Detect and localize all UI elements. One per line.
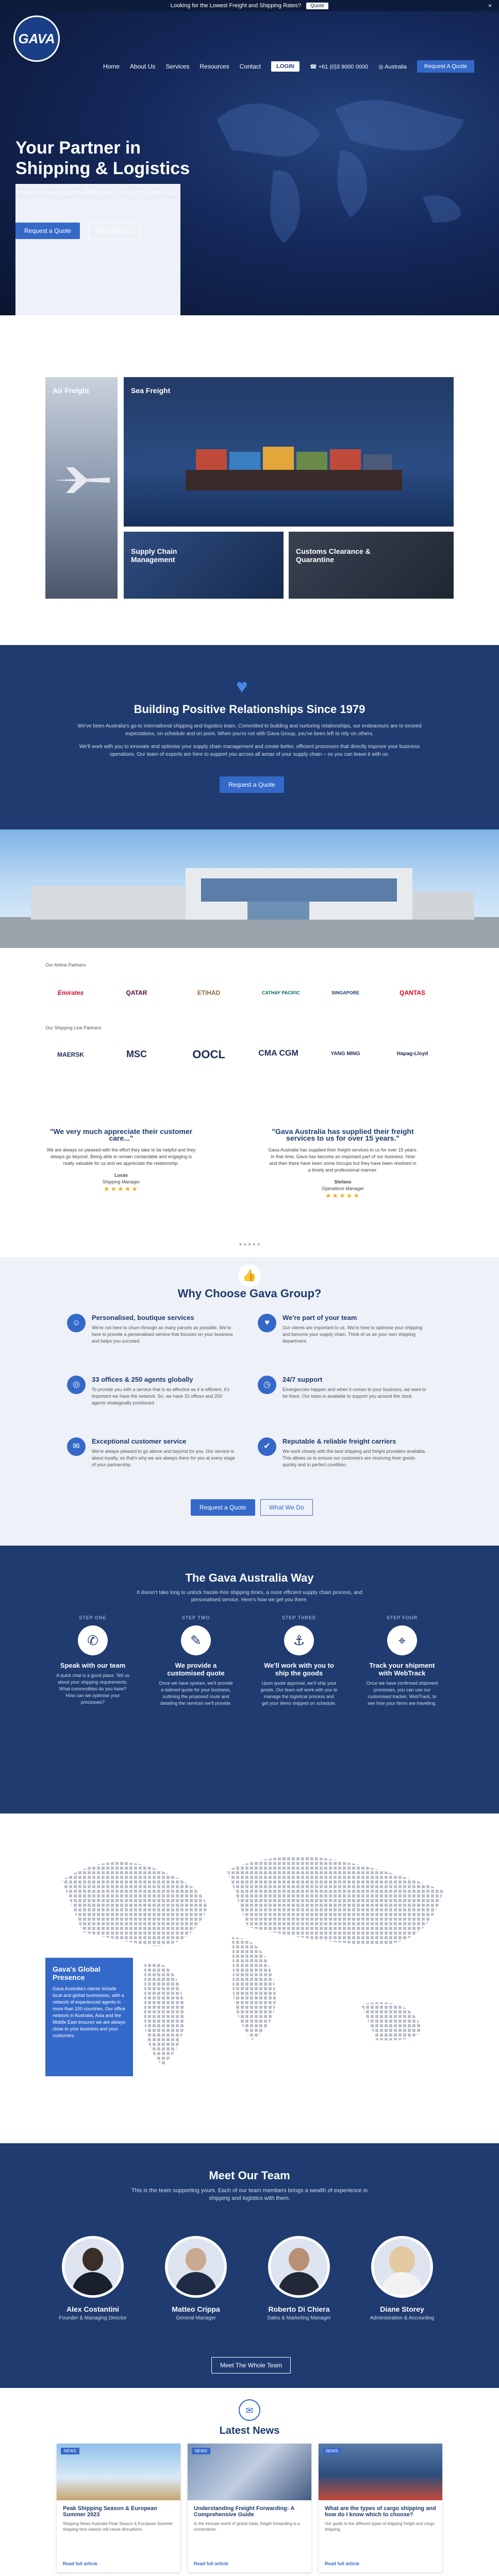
- global-presence-section: [0, 1814, 499, 2143]
- service-label: Customs Clearance & Quarantine: [296, 547, 371, 564]
- global-presence-infobox: [45, 1958, 133, 2076]
- close-icon[interactable]: ×: [488, 2, 492, 9]
- team-member: [149, 2236, 242, 2321]
- relationships-paragraph-2: We'll work with you to innovate and optimise your supply chain management and create better, efficient processes that directly improve your business operations. Our team of experts are here to support you across all areas of your supply chain – so you can leave it with us.: [79, 744, 420, 757]
- nav-services[interactable]: Services: [165, 63, 190, 70]
- newspaper-icon: ✉: [239, 2399, 260, 2421]
- cathay-logo: CATHAY PACIFIC: [262, 990, 300, 995]
- process-step: [363, 1615, 441, 1707]
- ship-icon: ⚓: [284, 1625, 314, 1655]
- step-number: STEP THREE: [281, 1615, 317, 1620]
- airplane-icon: [51, 465, 112, 496]
- step-number: STEP FOUR: [386, 1615, 418, 1620]
- nav-home[interactable]: Home: [103, 63, 120, 70]
- team-section: [0, 2143, 499, 2388]
- hero-title-line1: Your Partner in: [15, 138, 141, 158]
- feature-body: Emergencies happen and when it comes to your business, we want to be there. Our team is available to support you around the clock.: [282, 1387, 426, 1399]
- feature-title: Reputable & reliable freight carriers: [282, 1437, 396, 1445]
- heart-icon: ♥: [258, 1314, 276, 1332]
- process-step: [54, 1615, 131, 1706]
- feature-title: 24/7 support: [282, 1376, 323, 1383]
- news-image: [57, 2444, 180, 2500]
- news-tag: NEWS: [61, 2448, 79, 2454]
- testimonial-card: [46, 1128, 196, 1192]
- feature-item: [258, 1437, 428, 1468]
- news-card-title: Understanding Freight Forwarding: A Comprehensive Guide: [194, 2505, 294, 2518]
- relationships-section: [0, 645, 499, 829]
- star-rating-icon: ★★★★★: [325, 1192, 361, 1199]
- announcement-text: Looking for the Lowest Freight and Shipping Rates?: [170, 3, 301, 9]
- globe-icon: ◎: [378, 63, 385, 70]
- avatar: [165, 2236, 227, 2298]
- hero-quote-button[interactable]: Request a Quote: [15, 223, 80, 239]
- testimonials-section: [0, 1103, 499, 1257]
- thumbs-up-icon: 👍: [238, 1264, 261, 1287]
- news-image: [188, 2444, 311, 2500]
- service-label: Supply Chain Management: [131, 547, 177, 564]
- container-ship-graphic: [186, 439, 402, 501]
- feature-body: We're always pleased to go above and beyond for you. Our service is about loyalty, so that's why we are always there for you at every stage of your partnership.: [92, 1449, 236, 1467]
- why-quote-button[interactable]: Request a Quote: [191, 1499, 255, 1516]
- member-name: Diane Storey: [380, 2305, 424, 2313]
- service-tile-air-freight[interactable]: [45, 377, 118, 599]
- news-card[interactable]: [57, 2444, 180, 2572]
- why-title: Why Choose Gava Group?: [177, 1287, 322, 1300]
- service-label: Air Freight: [53, 386, 89, 395]
- relationships-title: Building Positive Relationships Since 1979: [134, 703, 365, 716]
- team-title: Meet Our Team: [209, 2169, 290, 2182]
- read-more-link[interactable]: Read full article: [325, 2561, 360, 2566]
- feature-item: [67, 1437, 237, 1468]
- why-choose-section: [0, 1257, 499, 1546]
- hero-section: [0, 11, 499, 315]
- process-step: [157, 1615, 235, 1707]
- hero-title: [15, 138, 190, 179]
- why-what-we-do-button[interactable]: What We Do: [260, 1499, 313, 1516]
- gava-logo[interactable]: GAVA: [13, 15, 60, 62]
- testimonial-quote: "Gava Australia has supplied their freight services to us for over 15 years.": [272, 1127, 414, 1142]
- news-card[interactable]: [188, 2444, 311, 2572]
- process-step: [260, 1615, 338, 1707]
- feature-body: We're not here to churn through as many parcels as possible. We're here to provide a personalised service that focuses on your business and helps you succeed.: [92, 1325, 233, 1344]
- oocl-logo: OOCL: [192, 1048, 225, 1061]
- etihad-logo: ETIHAD: [197, 989, 221, 996]
- member-role: General Manager: [176, 2315, 216, 2321]
- feature-body: We work closely with the best shipping and freight providers available. This allows us to ensure our customers are receiving their goods quickly and in perfect condition.: [282, 1449, 426, 1467]
- step-title: Track your shipment with WebTrack: [369, 1662, 435, 1677]
- testimonial-quote: "We very much appreciate their customer care...": [49, 1127, 193, 1142]
- feature-title: We're part of your team: [282, 1314, 357, 1321]
- feature-title: Exceptional customer service: [92, 1437, 187, 1445]
- news-tag: NEWS: [192, 2448, 210, 2454]
- step-title: We'll work with you to ship the goods: [264, 1662, 334, 1677]
- feature-item: [67, 1314, 237, 1345]
- news-card-title: Peak Shipping Season & European Summer 2023: [63, 2505, 157, 2518]
- news-card-title: What are the types of cargo shipping and how do I know which to choose?: [325, 2505, 436, 2518]
- chat-icon: ✆: [78, 1625, 108, 1655]
- yang-ming-logo: YANG MING: [330, 1051, 360, 1057]
- testimonial-name: Stefano: [334, 1179, 352, 1184]
- relationships-quote-button[interactable]: Request a Quote: [220, 776, 284, 793]
- testimonial-role: Shipping Manager: [102, 1179, 140, 1184]
- team-member: [46, 2236, 139, 2321]
- maersk-logo: MAERSK: [57, 1051, 84, 1058]
- announcement-bar: [0, 0, 499, 11]
- service-label: Sea Freight: [131, 386, 171, 395]
- feature-item: [67, 1376, 237, 1406]
- cma-cgm-logo: CMA CGM: [258, 1049, 298, 1058]
- partners-section: [0, 948, 499, 1103]
- infobox-body: Gava Australia's clients include local and global businesses, with a network of experienced agents in more than 100 countries. Our office network in Australia, Asia and the Middle East ensures we are always close to your business and your customers.: [53, 1986, 126, 2038]
- avatar: [268, 2236, 330, 2298]
- document-icon: ✎: [181, 1625, 211, 1655]
- feature-title: 33 offices & 250 agents globally: [92, 1376, 193, 1383]
- main-nav: [103, 60, 474, 73]
- avatar: [371, 2236, 433, 2298]
- member-role: Founder & Managing Director: [59, 2315, 127, 2321]
- singapore-airlines-logo: SINGAPORE: [331, 990, 359, 995]
- news-image: [319, 2444, 442, 2500]
- clock-icon: ◷: [258, 1376, 276, 1394]
- airline-partners-label: Our Airline Partners: [45, 962, 86, 968]
- nav-quote-button[interactable]: Request A Quote: [417, 60, 474, 73]
- shipping-partners-label: Our Shipping Line Partners: [45, 1025, 102, 1030]
- team-member: [356, 2236, 448, 2321]
- read-more-link[interactable]: Read full article: [63, 2561, 98, 2566]
- news-title: Latest News: [219, 2425, 280, 2436]
- login-button[interactable]: LOGIN: [271, 61, 300, 72]
- step-body: Once we have confirmed shipment processes, you can use our customised tracker, WebTrack, to see how your items are travelling.: [366, 1681, 438, 1706]
- process-subtitle: It doesn't take long to unlock hassle-free shipping times, a more efficient supply chain process, and personalised service. Here's how we get you there.: [137, 1590, 362, 1603]
- member-role: Administration & Accounting: [370, 2315, 435, 2321]
- phone-link[interactable]: [310, 63, 368, 70]
- phone-icon: ☎: [309, 63, 319, 70]
- tracking-icon: ⌖: [387, 1625, 417, 1655]
- news-tag: NEWS: [323, 2448, 341, 2454]
- news-card-body: Shipping News Australia Peak Season & European Summer shipping time season will cause disruptions.: [63, 2521, 173, 2532]
- news-section: [0, 2388, 499, 2576]
- chat-icon: ✉: [67, 1437, 86, 1456]
- feature-item: [258, 1314, 428, 1345]
- building-graphic: [0, 829, 499, 948]
- feature-title: Personalised, boutique services: [92, 1314, 194, 1321]
- meet-team-button[interactable]: Meet The Whole Team: [211, 2357, 291, 2374]
- service-tile-supply-chain[interactable]: [124, 532, 284, 599]
- qantas-logo: QANTAS: [400, 989, 425, 996]
- member-role: Sales & Marketing Manager: [267, 2315, 331, 2321]
- hapag-lloyd-logo: Hapag-Lloyd: [396, 1051, 428, 1057]
- testimonial-name: Lucas: [114, 1173, 128, 1178]
- office-building-photo: [0, 829, 499, 948]
- phone-number: +61 (0)3 9000 0000: [318, 63, 369, 70]
- feature-body: To provide you with a service that is as effective as it is efficient, it's important we have the network. So, we have 33 offices and 250 agents strategically positioned.: [92, 1387, 230, 1405]
- news-card-body: In the intricate world of global trade, freight forwarding is a cornerstone.: [194, 2521, 300, 2532]
- team-subtitle: This is the team supporting yours. Each of our team members brings a wealth of experience in shipping and logistics with them.: [131, 2188, 368, 2201]
- step-title: Speak with our team: [60, 1662, 126, 1669]
- member-name: Alex Costantini: [66, 2305, 119, 2313]
- nav-resources[interactable]: Resources: [199, 63, 229, 70]
- check-icon: ✔: [258, 1437, 276, 1456]
- process-title: The Gava Australia Way: [185, 1571, 314, 1584]
- announcement-quote-button[interactable]: Quote: [306, 3, 328, 9]
- news-card[interactable]: [319, 2444, 442, 2572]
- avatar: [62, 2236, 124, 2298]
- member-name: Matteo Crippa: [172, 2305, 220, 2313]
- testimonial-role: Operations Manager: [321, 1186, 364, 1191]
- feature-body: Our clients are important to us. We're here to optimise your shipping and become your supply chain. Think of us as your own shipping department.: [282, 1325, 423, 1344]
- nav-about[interactable]: About Us: [130, 63, 156, 70]
- star-rating-icon: ★★★★★: [103, 1185, 139, 1193]
- hero-title-line2: Shipping & Logistics: [15, 159, 190, 178]
- carousel-dots[interactable]: ● ● ● ● ●: [239, 1242, 260, 1247]
- news-card-body: Our guide to the different types of shipping freight and cargo shipping.: [325, 2521, 435, 2532]
- region-selector[interactable]: [378, 63, 407, 70]
- read-more-link[interactable]: Read full article: [194, 2561, 229, 2566]
- world-map-graphic: [196, 73, 485, 259]
- service-tile-customs[interactable]: [289, 532, 454, 599]
- step-number: STEP ONE: [79, 1615, 107, 1620]
- msc-logo: MSC: [126, 1049, 147, 1059]
- nav-contact[interactable]: Contact: [239, 63, 261, 70]
- step-number: STEP TWO: [181, 1615, 210, 1620]
- person-icon: ☺: [67, 1314, 86, 1332]
- testimonial-body: We are always so pleased with the effort they take to be helpful and they always go beyond. Being able to remain contactable and engaging is really valuable for us and we appreciate the relationship.: [46, 1147, 196, 1166]
- step-body: Upon quote approval, we'll ship your goods. Our team will work with you to manage the logistical process and get your items shipped on schedule.: [260, 1681, 338, 1706]
- step-body: A quick chat is a good place. Tell us about your shipping requirements. What commodities do you have? How can we optimise your processes?: [56, 1673, 129, 1705]
- emirates-logo: Emirates: [57, 989, 84, 996]
- hero-subtitle: We're your logistics team. Rely on us for efficient and effective shipping with instant support for your supply chain.: [15, 184, 180, 315]
- testimonial-body: Gava Australia has supplied their freight services to us for over 15 years. In that time, Gava has become an important part of our business. Now and then there have been some hiccups but they have been resolved in a timely and professional manner.: [268, 1147, 418, 1173]
- heart-icon: ♥: [236, 676, 248, 698]
- services-section: [0, 315, 499, 645]
- service-tile-sea-freight[interactable]: [124, 377, 454, 527]
- member-name: Roberto Di Chiera: [268, 2305, 330, 2313]
- process-section: [0, 1546, 499, 1814]
- step-body: Once we have spoken, we'll provide a tailored quote for your business, outlining the proposed route and detailing the services we'll provide.: [159, 1681, 233, 1706]
- globe-icon: ◎: [67, 1376, 86, 1394]
- team-member: [253, 2236, 345, 2321]
- feature-item: [258, 1376, 428, 1400]
- testimonial-card: [268, 1128, 418, 1199]
- qatar-logo: QATAR: [126, 989, 147, 996]
- relationships-paragraph-1: We've been Australia's go-to international shipping and logistics team. Committed to building and nurturing relationships, our endeavours are to exceed expectations, on schedule and on point. When you're not with Gava Group, you've been left to rely on others.: [77, 723, 422, 737]
- hero-what-we-do-button[interactable]: What We Do: [88, 223, 141, 239]
- step-title: We provide a customised quote: [167, 1662, 225, 1677]
- infobox-title: Gava's Global Presence: [53, 1965, 101, 1981]
- region-label: Australia: [385, 63, 407, 70]
